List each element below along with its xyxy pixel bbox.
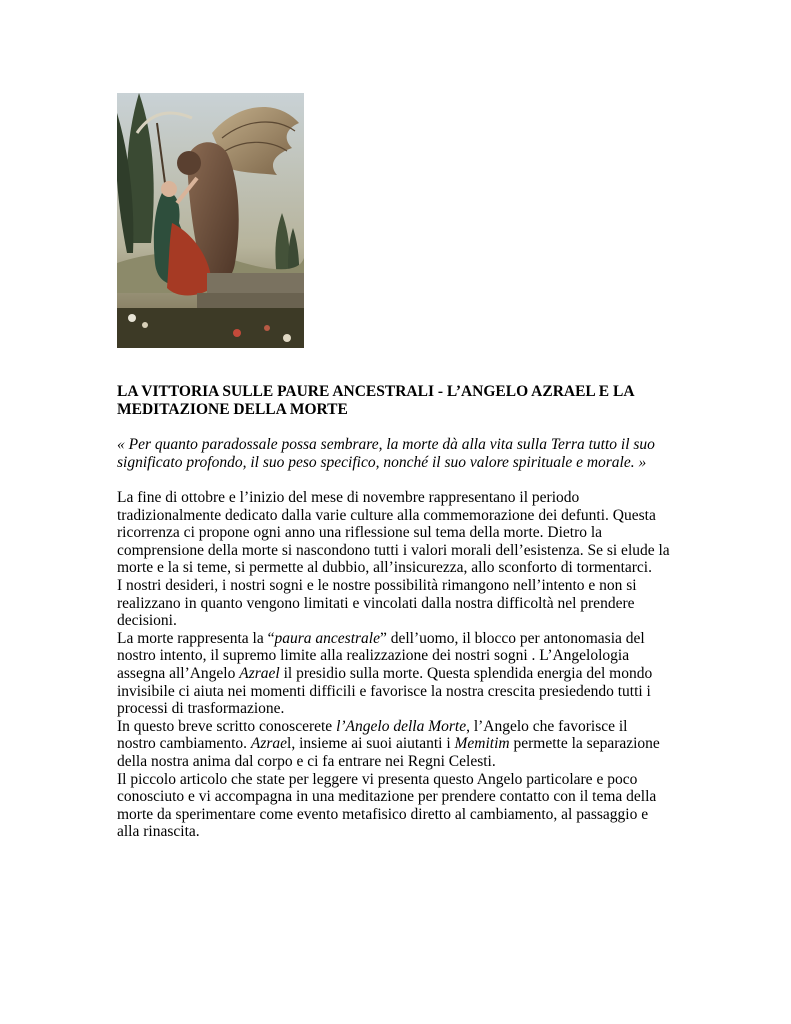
body-line: nostro intento, il supremo limite alla realizzazione dei nostri sogni . L’Angelologia — [117, 647, 630, 665]
body-line: morte da sperimentare come evento metafisico diretto al cambiamento, al passaggio e — [117, 805, 649, 823]
body-line: invisibile ci aiuta nei momenti difficili e favorisce la nostra crescita presiedendo tutti i — [117, 682, 651, 700]
body-line — [117, 735, 697, 753]
emphasis-text: Memitim — [454, 735, 510, 753]
body-line — [117, 718, 697, 736]
article-title — [117, 383, 687, 419]
body-text: il presidio sulla morte. Questa splendida energia del mondo — [279, 664, 653, 682]
body-line: morte e la si teme, si permette al dubbio, all’insicurezza, allo sconforto di tormentarci. — [117, 559, 652, 577]
body-line — [117, 630, 697, 648]
body-text: In questo breve scritto conoscerete — [117, 717, 337, 735]
body-line: Il piccolo articolo che state per leggere vi presenta questo Angelo particolare e poco — [117, 770, 638, 788]
body-line: conosciuto e vi accompagna in una meditazione per prendere contatto con il tema della — [117, 788, 657, 806]
quote-line-1: « Per quanto paradossale possa sembrare, la morte dà alla vita sulla Terra tutto il suo — [117, 436, 655, 453]
angel-azrael-painting — [117, 93, 304, 348]
body-text: ” dell’uomo, il blocco per antonomasia del — [379, 629, 645, 647]
body-text: l, insieme ai suoi aiutanti i — [287, 735, 455, 753]
article-body — [117, 489, 697, 841]
title-line-2: MEDITAZIONE DELLA MORTE — [117, 401, 348, 418]
quote-line-2: significato profondo, il suo peso specifico, nonché il suo valore spirituale e morale. » — [117, 454, 647, 471]
emphasis-text: Azrael — [239, 664, 280, 682]
body-line — [117, 665, 697, 683]
painting-illustration — [117, 93, 304, 348]
body-text: assegna all’Angelo — [117, 664, 240, 682]
body-text: nostro cambiamento. — [117, 735, 251, 753]
emphasis-text: paura ancestrale — [274, 629, 380, 647]
body-line: decisioni. — [117, 612, 177, 630]
body-text: permette la separazione — [509, 735, 660, 753]
body-line: I nostri desideri, i nostri sogni e le nostre possibilità rimangono nell’intento e non si — [117, 576, 637, 594]
body-line: La fine di ottobre e l’inizio del mese di novembre rappresentano il periodo — [117, 489, 580, 506]
body-line: comprensione della morte si nascondono tutti i valori morali dell’esistenza. Se si elude la — [117, 541, 670, 559]
emphasis-text: l’Angelo della Morte — [336, 717, 467, 735]
body-line: alla rinascita. — [117, 823, 200, 841]
body-line: processi di trasformazione. — [117, 700, 285, 718]
epigraph-quote — [117, 436, 692, 472]
body-line: della nostra anima dal corpo e ci fa entrare nei Regni Celesti. — [117, 752, 496, 770]
title-line-1: LA VITTORIA SULLE PAURE ANCESTRALI - L’ANGELO AZRAEL E LA — [117, 383, 635, 400]
body-text: La morte rappresenta la “ — [117, 629, 275, 647]
emphasis-text: Azrae — [250, 735, 288, 753]
body-line: realizzano in quanto vengono limitati e vincolati dalla nostra difficoltà nel prendere — [117, 594, 635, 612]
body-line: tradizionalmente dedicato dalla varie culture alla commemorazione dei defunti. Questa — [117, 506, 656, 524]
body-text: , l’Angelo che favorisce il — [466, 717, 628, 735]
body-line: ricorrenza ci propone ogni anno una riflessione sul tema della morte. Dietro la — [117, 524, 603, 542]
